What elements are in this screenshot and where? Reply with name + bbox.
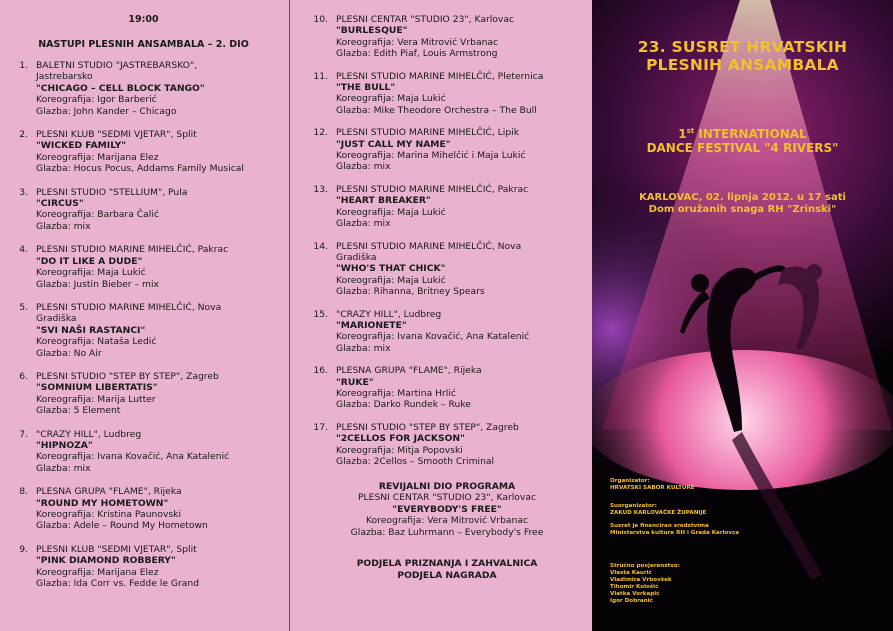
performance-music: Glazba: mix — [36, 462, 91, 474]
performance-title: "RUKE" — [336, 376, 374, 388]
performance-details — [336, 71, 588, 117]
performance-music: Glazba: Justin Bieber – mix — [36, 278, 159, 290]
revival-music: Glazba: Baz Luhrmann – Everybody's Free — [350, 526, 544, 538]
performance-group-cont: Gradiška — [336, 251, 377, 263]
performance-music: Glazba: John Kander – Chicago — [36, 105, 177, 117]
performance-group: PLESNI STUDIO "STEP BY STEP", Zagreb — [336, 421, 519, 433]
performance-group-cont: Gradiška — [36, 313, 77, 325]
performance-item — [306, 14, 588, 60]
program-time: 19:00 — [128, 14, 159, 25]
performance-number: 2. — [19, 129, 28, 141]
performance-choreography: Koreografija: Maja Lukić — [336, 206, 446, 218]
performance-choreography: Koreografija: Igor Barberić — [36, 94, 157, 106]
performance-item — [6, 60, 281, 117]
performance-choreography: Koreografija: Kristina Paunovski — [36, 509, 182, 520]
performance-details — [36, 302, 281, 359]
performance-item — [6, 244, 281, 290]
coorganizer-block — [610, 503, 706, 517]
performance-choreography: Koreografija: Marina Mihelčić i Maja Lukić — [336, 150, 526, 162]
poster-subtitle — [592, 124, 893, 155]
performance-group: PLESNI KLUB "SEDMI VJETAR", Split — [36, 543, 197, 555]
performance-music: Glazba: Ida Corr vs. Fedde le Grand — [36, 578, 200, 590]
performance-number: 16. — [313, 365, 328, 377]
funding-line-1: Susret je financiran sredstvima — [610, 523, 709, 529]
poster-panel — [592, 0, 893, 631]
performance-details — [336, 14, 588, 60]
performance-title: "JUST CALL MY NAME" — [336, 138, 451, 150]
performance-music: Glazba: Mike Theodore Orchestra – The Bull — [336, 104, 537, 116]
program-column-1 — [0, 0, 289, 631]
performance-choreography: Koreografija: Marijana Elez — [36, 566, 159, 578]
jury-member: Igor Dobranić — [610, 598, 653, 604]
performance-title: "2CELLOS FOR JACKSON" — [336, 433, 465, 445]
performance-music: Glazba: Darko Rundek – Ruke — [336, 399, 471, 411]
performance-item — [6, 187, 281, 233]
jury-member: Vlatka Vorkapić — [610, 591, 660, 597]
organizer-name: HRVATSKI SABOR KULTURE — [610, 485, 695, 491]
performance-number: 4. — [19, 244, 28, 256]
performance-choreography: Koreografija: Barbara Čalić — [36, 209, 159, 221]
performance-title: "PINK DIAMOND ROBBERY" — [36, 555, 176, 567]
performance-music: Glazba: Edith Piaf, Louis Armstrong — [336, 48, 498, 60]
performance-music: Glazba: mix — [36, 220, 91, 232]
performance-choreography: Koreografija: Vera Mitrović Vrbanac — [336, 36, 499, 48]
performance-item — [6, 129, 281, 175]
performance-group: PLESNI STUDIO "STELLIUM", Pula — [36, 186, 188, 198]
performance-music: Glazba: No Air — [36, 347, 102, 359]
performance-title: "CIRCUS" — [36, 198, 84, 210]
place-line-2: Dom oružanih snaga RH "Zrinski" — [648, 204, 837, 215]
performance-item — [6, 302, 281, 359]
performance-group: PLESNI STUDIO MARINE MIHELČIĆ, Nova — [36, 301, 222, 313]
performance-details — [336, 309, 588, 355]
performance-details — [36, 371, 281, 417]
performance-group: PLESNI CENTAR "STUDIO 23", Karlovac — [336, 14, 515, 25]
performance-list-1 — [6, 60, 281, 589]
organizer-label: Organizator: — [610, 478, 650, 484]
place-line-1: KARLOVAC, 02. lipnja 2012. u 17 sati — [639, 192, 846, 203]
performance-details — [336, 127, 588, 173]
performance-group: "CRAZY HILL", Ludbreg — [336, 308, 442, 320]
performance-details — [36, 486, 281, 532]
performance-list-2 — [306, 14, 588, 467]
performance-item — [306, 127, 588, 173]
performance-title: "HIPNOZA" — [36, 439, 93, 451]
jury-block — [610, 563, 680, 605]
jury-member: Tihomir Kološić — [610, 584, 659, 590]
revival-choreography: Koreografija: Vera Mitrović Vrbanac — [365, 515, 529, 527]
performance-choreography: Koreografija: Nataša Ledić — [36, 336, 157, 348]
performance-title: "HEART BREAKER" — [336, 195, 431, 207]
performance-item — [306, 241, 588, 298]
performance-title: "WHO'S THAT CHICK" — [336, 263, 446, 275]
performance-title: "SOMNIUM LIBERTATIS" — [36, 382, 158, 394]
performance-number: 12. — [313, 127, 328, 139]
revival-piece: "EVERYBODY'S FREE" — [392, 503, 502, 515]
revival-group: PLESNI CENTAR "STUDIO 23", Karlovac — [357, 492, 537, 504]
performance-details — [336, 422, 588, 468]
poster-title — [592, 38, 893, 74]
performance-number: 8. — [19, 486, 28, 498]
funding-block — [610, 523, 739, 537]
performance-item — [6, 371, 281, 417]
performance-number: 9. — [19, 543, 28, 555]
performance-group: PLESNI STUDIO MARINE MIHELČIĆ, Pakrac — [336, 183, 529, 195]
performance-item — [6, 429, 281, 475]
performance-details — [36, 60, 281, 117]
performance-number: 15. — [313, 308, 328, 320]
subtitle-line-2: DANCE FESTIVAL "4 RIVERS" — [646, 141, 839, 155]
performance-group: PLESNI STUDIO MARINE MIHELČIĆ, Pakrac — [36, 244, 229, 256]
performance-group: PLESNI STUDIO MARINE MIHELČIĆ, Nova — [336, 240, 522, 252]
performance-details — [36, 129, 281, 175]
performance-choreography: Koreografija: Marija Lutter — [36, 393, 156, 405]
performance-details — [336, 365, 588, 411]
performance-music: Glazba: Rihanna, Britney Spears — [336, 286, 485, 298]
performance-number: 7. — [19, 428, 28, 440]
performance-music: Glazba: mix — [336, 218, 391, 230]
performance-choreography: Koreografija: Martina Hrlić — [336, 387, 456, 399]
poster-title-line-2: PLESNIH ANSAMBALA — [646, 56, 839, 74]
coorganizer-name: ZAKUD KARLOVAČKE ŽUPANIJE — [610, 510, 707, 516]
performance-choreography: Koreografija: Maja Lukić — [36, 267, 146, 279]
performance-item — [6, 544, 281, 590]
performance-number: 13. — [313, 183, 328, 195]
performance-number: 10. — [313, 14, 328, 25]
performance-title: "WICKED FAMILY" — [36, 140, 127, 152]
performance-title: "SVI NAŠI RASTANCI" — [36, 324, 146, 336]
performance-group: PLESNA GRUPA "FLAME", Rijeka — [336, 365, 482, 377]
performance-details — [336, 184, 588, 230]
performance-item — [306, 184, 588, 230]
performance-details — [36, 244, 281, 290]
performance-number: 3. — [19, 186, 28, 198]
performance-title: "BURLESQUE" — [336, 25, 408, 37]
subtitle-superscript: st — [686, 127, 695, 135]
performance-group: PLESNI STUDIO MARINE MIHELČIĆ, Pleternica — [336, 70, 544, 82]
performance-item — [306, 309, 588, 355]
funding-line-2: Ministarstva kulture RH i Grada Karlovca — [610, 530, 740, 536]
performance-details — [36, 544, 281, 590]
closing-line-awards: PODJELA PRIZNANJA I ZAHVALNICA — [356, 558, 538, 570]
performance-music: Glazba: mix — [336, 161, 391, 173]
jury-member: Vlasta Kaurić — [610, 570, 652, 576]
performance-number: 17. — [313, 421, 328, 433]
performance-choreography: Koreografija: Ivana Kovačić, Ana Katalenić — [336, 331, 530, 343]
performance-number: 1. — [19, 60, 28, 71]
performance-number: 6. — [19, 370, 28, 382]
poster-title-line-1: 23. SUSRET HRVATSKIH — [637, 38, 848, 56]
performance-choreography: Koreografija: Maja Lukić — [336, 93, 446, 105]
subtitle-number: 1 — [678, 127, 687, 141]
performance-item — [306, 365, 588, 411]
performance-group: PLESNI STUDIO MARINE MIHELČIĆ, Lipik — [336, 127, 520, 139]
performance-details — [36, 429, 281, 475]
performance-group: PLESNI KLUB "SEDMI VJETAR", Split — [36, 129, 197, 141]
performance-group: "CRAZY HILL", Ludbreg — [36, 428, 142, 440]
performance-choreography: Koreografija: Mitja Popovski — [336, 444, 463, 456]
performance-choreography: Koreografija: Ivana Kovačić, Ana Katalenić — [36, 451, 230, 463]
performance-details — [336, 241, 588, 298]
performance-title: "MARIONETE" — [336, 319, 407, 331]
performance-choreography: Koreografija: Marijana Elez — [36, 151, 159, 163]
performance-music: Glazba: mix — [336, 342, 391, 354]
performance-music: Glazba: 2Cellos – Smooth Criminal — [336, 456, 495, 467]
performance-details — [36, 187, 281, 233]
performance-number: 5. — [19, 301, 28, 313]
jury-label: Stručno povjerenstvo: — [610, 563, 681, 569]
performance-number: 11. — [313, 70, 328, 82]
coorganizer-label: Suorganizator: — [610, 503, 657, 509]
revival-title: REVIJALNI DIO PROGRAMA — [378, 481, 516, 493]
performance-music: Glazba: Adele – Round My Hometown — [36, 520, 208, 532]
performance-title: "DO IT LIKE A DUDE" — [36, 255, 143, 267]
program-column-2 — [289, 0, 592, 631]
performance-item — [306, 71, 588, 117]
performance-group: PLESNA GRUPA "FLAME", Rijeka — [36, 486, 182, 498]
organizer-block — [610, 478, 695, 492]
performance-item — [306, 422, 588, 468]
performance-choreography: Koreografija: Maja Lukić — [336, 274, 446, 286]
section-title: NASTUPI PLESNIH ANSAMBALA – 2. DIO — [38, 39, 249, 50]
jury-member: Vladimira Vrbovšek — [610, 577, 672, 583]
poster-place — [592, 192, 893, 216]
performance-group: BALETNI STUDIO "JASTREBARSKO", — [36, 60, 198, 71]
performance-group: PLESNI STUDIO "STEP BY STEP", Zagreb — [36, 370, 219, 382]
subtitle-rest: INTERNATIONAL — [694, 127, 807, 141]
performance-music: Glazba: 5 Element — [36, 405, 121, 417]
closing-line-prizes: PODJELA NAGRADA — [397, 569, 497, 581]
performance-music: Glazba: Hocus Pocus, Addams Family Musical — [36, 163, 244, 175]
performance-title: "ROUND MY HOMETOWN" — [36, 497, 169, 509]
closing-text — [306, 558, 588, 581]
performance-item — [6, 486, 281, 532]
performance-number: 14. — [313, 240, 328, 252]
performance-title: "THE BULL" — [336, 82, 396, 94]
performance-group-cont: Jastrebarsko — [36, 71, 93, 83]
performance-title: "CHICAGO – CELL BLOCK TANGO" — [36, 82, 205, 94]
